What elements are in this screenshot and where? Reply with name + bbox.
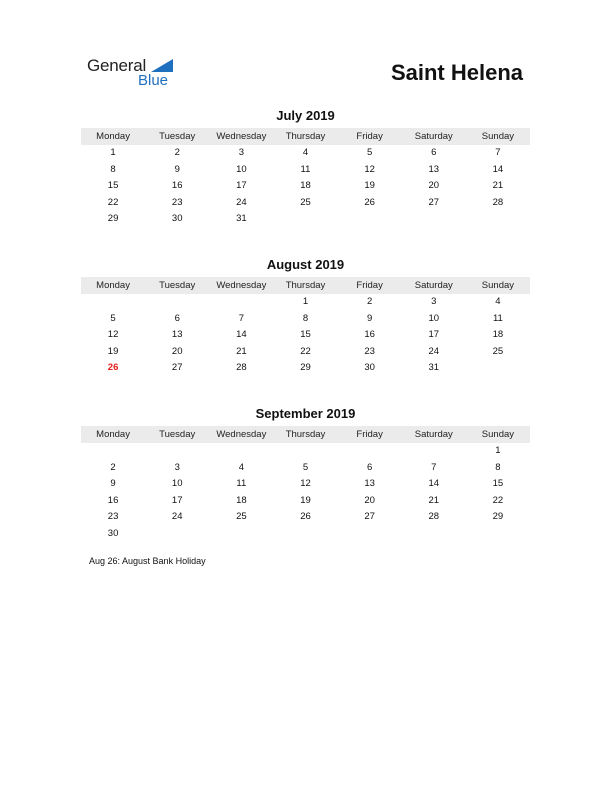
- day-cell: 16: [171, 180, 183, 191]
- month-title: July 2019: [276, 108, 335, 123]
- day-cell: 9: [174, 163, 180, 175]
- day-cell: [273, 443, 337, 460]
- weekday-label: Wednesday: [216, 131, 267, 142]
- month-block: [81, 107, 530, 228]
- day-cell: 18: [300, 180, 311, 191]
- weekday-label: Monday: [96, 131, 130, 142]
- week-row: [81, 294, 530, 311]
- day-cell: 12: [300, 478, 311, 489]
- day-cell: 11: [236, 478, 247, 489]
- day-cell: 17: [236, 180, 247, 191]
- day-cell: 13: [171, 329, 183, 340]
- week-row: [81, 360, 530, 377]
- day-cell: 30: [107, 527, 119, 539]
- day-cell: 6: [431, 147, 437, 158]
- day-cell: 14: [236, 329, 247, 340]
- weekday-label: Wednesday: [216, 429, 267, 440]
- day-cell: 28: [492, 196, 504, 208]
- weekday-header-row: [81, 426, 530, 443]
- day-cell: 26: [364, 196, 375, 208]
- day-cell: 16: [364, 329, 375, 340]
- weekday-label: Wednesday: [216, 280, 267, 291]
- holiday-note: Aug 26: August Bank Holiday: [89, 556, 206, 566]
- day-cell: [338, 526, 402, 543]
- day-cell: 8: [495, 461, 501, 473]
- weekday-label: Tuesday: [159, 280, 196, 291]
- day-cell: 4: [238, 461, 244, 473]
- day-cell: 24: [428, 345, 440, 357]
- day-cell: 1: [110, 147, 116, 158]
- day-cell: 21: [236, 345, 247, 357]
- month-block: [81, 405, 530, 542]
- day-cell: 6: [366, 461, 373, 473]
- week-row: [81, 327, 530, 344]
- day-cell: 7: [431, 461, 437, 473]
- day-cell: [466, 526, 530, 543]
- day-cell: 21: [428, 494, 440, 506]
- weekday-header-row: [81, 277, 530, 294]
- day-cell: 4: [495, 296, 501, 307]
- day-cell: 25: [492, 345, 504, 357]
- day-cell: 6: [174, 312, 180, 324]
- weekday-label: Friday: [356, 429, 383, 440]
- weekday-label: Sunday: [481, 429, 515, 440]
- day-cell: [402, 526, 466, 543]
- day-cell: 22: [107, 196, 119, 208]
- day-cell: 27: [364, 511, 375, 522]
- month-title: September 2019: [255, 406, 356, 421]
- month-block: [81, 256, 530, 377]
- day-cell: 10: [428, 312, 440, 324]
- week-row: [81, 145, 530, 162]
- day-cell: 2: [366, 296, 373, 307]
- day-cell: [466, 360, 530, 377]
- day-cell: 9: [366, 312, 373, 324]
- day-cell: 29: [492, 511, 504, 522]
- day-cell: 7: [238, 312, 244, 324]
- day-cell: [402, 443, 466, 460]
- day-cell: [145, 526, 209, 543]
- day-cell: 23: [107, 511, 119, 522]
- day-cell: 19: [364, 180, 375, 191]
- week-row: [81, 476, 530, 493]
- day-cell: 27: [428, 196, 440, 208]
- day-cell: [338, 443, 402, 460]
- day-cell: [273, 526, 337, 543]
- holiday-day-cell: 26: [107, 362, 119, 373]
- day-cell: [466, 211, 530, 228]
- day-cell: [338, 211, 402, 228]
- day-cell: 22: [300, 345, 311, 357]
- day-cell: 5: [366, 147, 373, 158]
- generalblue-logo: [87, 56, 187, 92]
- day-cell: 23: [364, 345, 375, 357]
- day-cell: [209, 526, 273, 543]
- day-cell: [81, 443, 145, 460]
- day-cell: 19: [300, 494, 311, 506]
- day-cell: 3: [174, 461, 180, 473]
- day-cell: 30: [364, 362, 375, 373]
- week-row: [81, 509, 530, 526]
- day-cell: 3: [238, 147, 244, 158]
- weekday-label: Monday: [96, 429, 130, 440]
- day-cell: 8: [302, 312, 309, 324]
- weekday-label: Friday: [356, 280, 383, 291]
- day-cell: 25: [236, 511, 247, 522]
- weekday-label: Sunday: [481, 280, 515, 291]
- month-title: August 2019: [266, 257, 345, 272]
- day-cell: 12: [107, 329, 119, 340]
- day-cell: 5: [302, 461, 309, 473]
- weekday-label: Thursday: [285, 280, 326, 291]
- day-cell: 16: [107, 494, 119, 506]
- weekday-label: Saturday: [414, 429, 453, 440]
- week-row: [81, 526, 530, 543]
- day-cell: 15: [300, 329, 311, 340]
- week-row: [81, 443, 530, 460]
- day-cell: 2: [174, 147, 180, 158]
- day-cell: 14: [492, 163, 504, 175]
- day-cell: 29: [300, 362, 311, 373]
- weekday-label: Thursday: [285, 131, 326, 142]
- day-cell: 23: [171, 196, 183, 208]
- day-cell: 19: [107, 345, 119, 357]
- day-cell: 30: [171, 213, 183, 224]
- day-cell: 4: [302, 147, 309, 158]
- day-cell: 9: [110, 478, 116, 489]
- weekday-label: Friday: [356, 131, 383, 142]
- day-cell: 31: [236, 213, 247, 224]
- logo-word-general: General: [87, 56, 147, 75]
- day-cell: [81, 294, 145, 311]
- week-row: [81, 195, 530, 212]
- day-cell: 10: [236, 163, 247, 175]
- week-row: [81, 178, 530, 195]
- day-cell: 11: [492, 312, 503, 324]
- day-cell: 10: [171, 478, 183, 489]
- day-cell: 1: [302, 296, 309, 307]
- day-cell: [402, 211, 466, 228]
- day-cell: [209, 443, 273, 460]
- day-cell: [273, 211, 337, 228]
- country-title: Saint Helena: [390, 60, 523, 85]
- day-cell: 18: [236, 494, 247, 506]
- day-cell: 25: [300, 196, 311, 208]
- day-cell: 12: [364, 163, 375, 175]
- day-cell: 17: [428, 329, 440, 340]
- week-row: [81, 493, 530, 510]
- day-cell: 31: [428, 362, 440, 373]
- weekday-label: Tuesday: [159, 429, 196, 440]
- logo-triangle-icon: [151, 59, 173, 72]
- day-cell: [145, 294, 209, 311]
- day-cell: [209, 294, 273, 311]
- week-row: [81, 344, 530, 361]
- day-cell: 20: [428, 180, 440, 191]
- day-cell: 22: [492, 494, 504, 506]
- weekday-label: Sunday: [481, 131, 515, 142]
- day-cell: 13: [428, 163, 440, 175]
- day-cell: 17: [171, 494, 183, 506]
- day-cell: 29: [107, 213, 119, 224]
- day-cell: 24: [236, 196, 247, 208]
- week-row: [81, 211, 530, 228]
- day-cell: 24: [171, 511, 183, 522]
- day-cell: 5: [110, 312, 116, 324]
- day-cell: 20: [171, 345, 183, 357]
- day-cell: 8: [110, 163, 116, 175]
- week-row: [81, 311, 530, 328]
- day-cell: 27: [171, 362, 183, 373]
- day-cell: 26: [300, 511, 311, 522]
- day-cell: 15: [107, 180, 119, 191]
- weekday-label: Monday: [96, 280, 130, 291]
- holiday-notes: [89, 556, 206, 566]
- day-cell: 28: [428, 511, 440, 522]
- day-cell: 3: [431, 296, 437, 307]
- weekday-header-row: [81, 128, 530, 145]
- day-cell: 11: [300, 163, 311, 175]
- day-cell: 13: [364, 478, 375, 489]
- day-cell: 7: [495, 147, 501, 158]
- weekday-label: Saturday: [414, 131, 453, 142]
- day-cell: 14: [428, 478, 440, 489]
- weekday-label: Saturday: [414, 280, 453, 291]
- day-cell: 21: [492, 180, 504, 191]
- day-cell: 15: [492, 478, 504, 489]
- week-row: [81, 460, 530, 477]
- week-row: [81, 162, 530, 179]
- day-cell: 28: [236, 362, 247, 373]
- weekday-label: Thursday: [285, 429, 326, 440]
- day-cell: 2: [110, 461, 116, 473]
- day-cell: 1: [495, 445, 501, 456]
- logo-word-blue: Blue: [138, 72, 169, 89]
- day-cell: 18: [492, 329, 504, 340]
- day-cell: 20: [364, 494, 375, 506]
- weekday-label: Tuesday: [159, 131, 196, 142]
- day-cell: [145, 443, 209, 460]
